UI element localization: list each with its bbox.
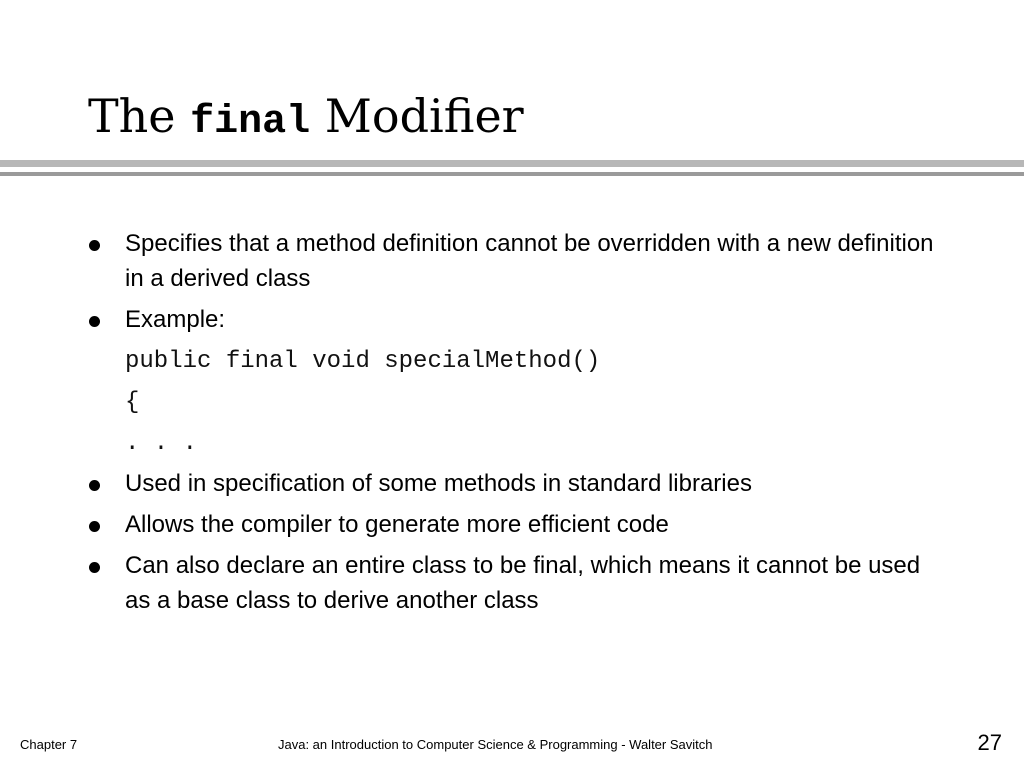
title-divider-thin <box>0 172 1024 176</box>
bullet-dot-icon <box>89 521 100 532</box>
bullet-text: Specifies that a method definition cannot be overridden with a new definition in a derived class <box>125 230 934 292</box>
bullet-text: Example: <box>125 306 226 333</box>
title-suffix: Modifier <box>310 89 524 143</box>
bullet-dot-icon <box>89 316 100 327</box>
code-line: public final void specialMethod() <box>125 348 601 375</box>
slide-body <box>0 226 1024 624</box>
slide-title <box>88 88 524 151</box>
bullet-item <box>0 507 1024 542</box>
bullet-dot-icon <box>89 480 100 491</box>
code-line: . . . <box>125 430 198 457</box>
bullet-item <box>0 548 1024 618</box>
title-divider-thick <box>0 160 1024 167</box>
bullet-item <box>0 226 1024 296</box>
code-line: { <box>125 389 140 416</box>
footer-chapter: Chapter 7 <box>20 737 78 752</box>
bullet-text: Can also declare an entire class to be final, which means it cannot be used as a base class to derive another class <box>125 552 921 614</box>
bullet-text: Allows the compiler to generate more efficient code <box>125 511 669 538</box>
bullet-dot-icon <box>89 562 100 573</box>
title-prefix: The <box>88 89 191 143</box>
bullet-dot-icon <box>89 240 100 251</box>
bullet-item <box>0 302 1024 337</box>
footer-page-number: 27 <box>977 730 1002 755</box>
title-code-keyword: final <box>190 100 311 145</box>
bullet-item <box>0 466 1024 501</box>
footer-book-title: Java: an Introduction to Computer Science & Programming - Walter Savitch <box>278 737 713 752</box>
bullet-text: Used in specification of some methods in standard libraries <box>125 470 752 497</box>
